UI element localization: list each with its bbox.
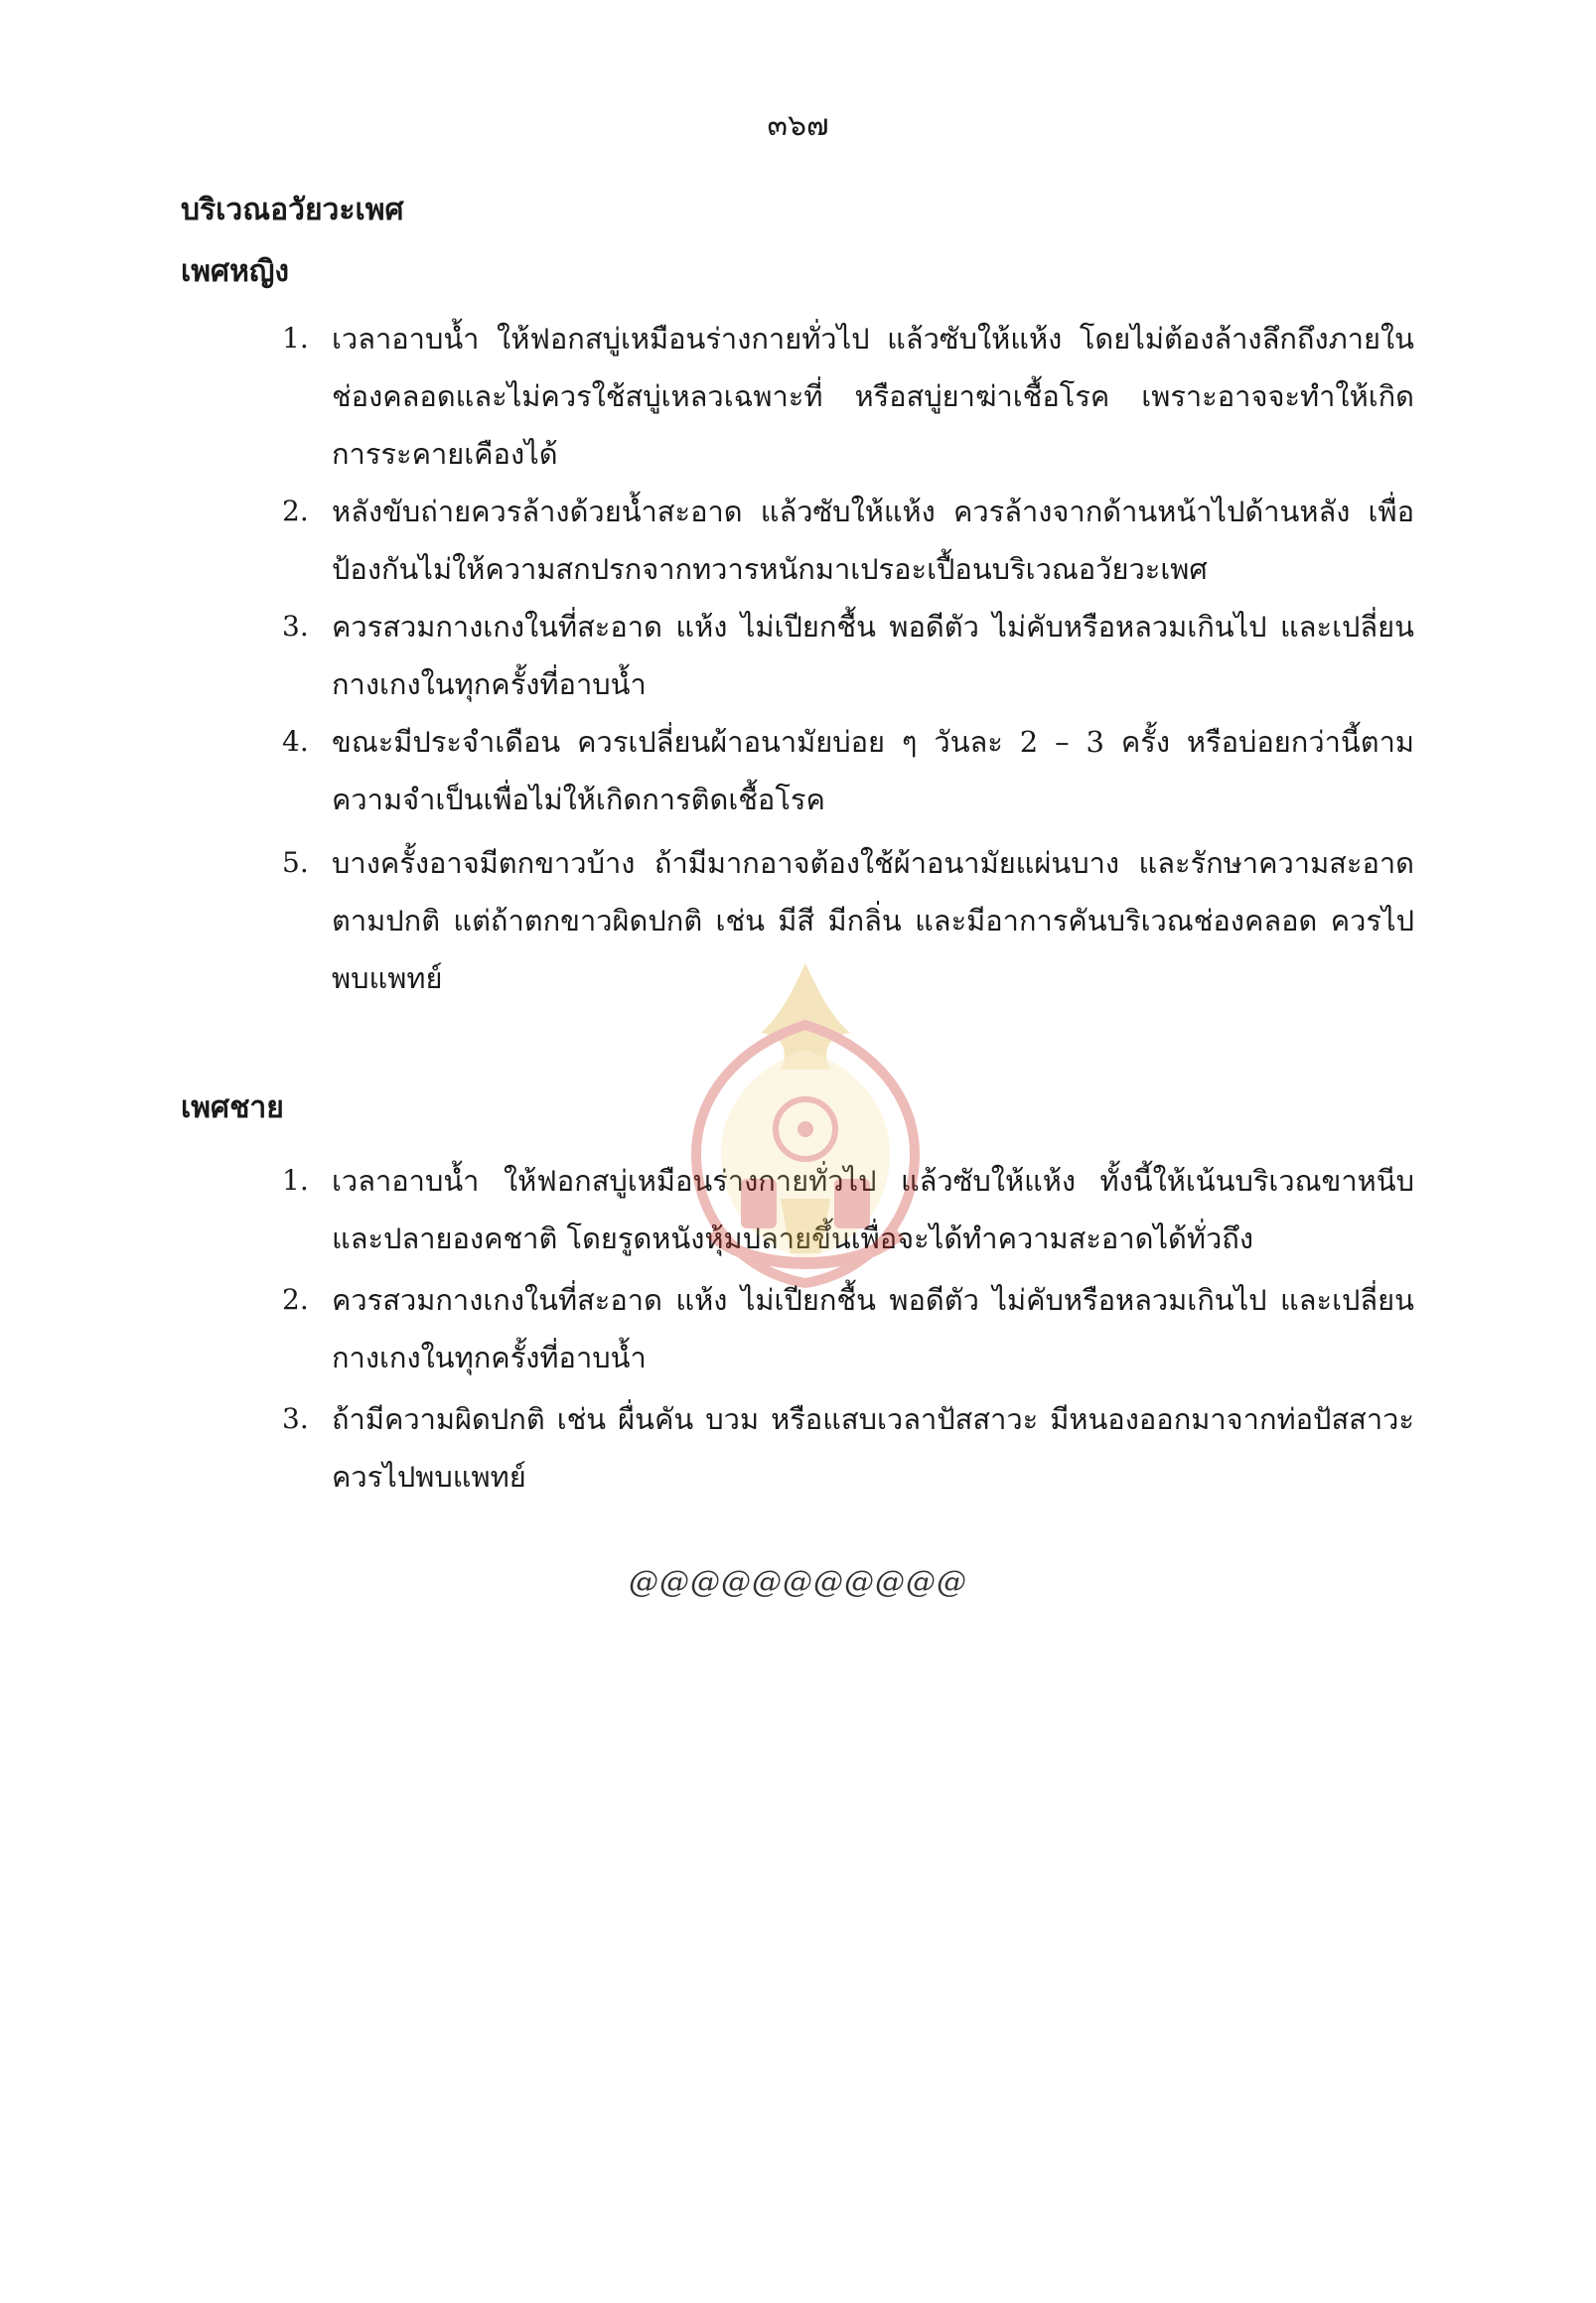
male-heading: เพศชาย (181, 1090, 284, 1125)
item-number: 3. (282, 1402, 309, 1435)
male-list (0, 1152, 1596, 1510)
item-text: บางครั้งอาจมีตกขาวบ้าง ถ้ามีมากอาจต้องใช้ผ้าอนามัยแผ่นบาง และรักษาความสะอาดตามปกติ แต่ถ้าตกขาวผิดปกติ เช่น มีสี มีกลิ่น และมีอาการคันบริเวณช่องคลอด ควรไปพบแพทย์ (332, 846, 1414, 995)
list-item (0, 713, 1596, 834)
list-item (0, 1152, 1596, 1271)
item-text: เวลาอาบน้ำ ให้ฟอกสบู่เหมือนร่างกายทั่วไป แล้วซับให้แห้ง ทั้งนี้ให้เน้นบริเวณขาหนีบและปลายองคชาติ โดยรูดหนังหุ้มปลายขึ้นเพื่อจะได้ทำความสะอาดได้ทั่วถึง (332, 1164, 1414, 1255)
female-heading: เพศหญิง (181, 254, 290, 289)
item-text: ขณะมีประจำเดือน ควรเปลี่ยนผ้าอนามัยบ่อย ๆ วันละ 2 – 3 ครั้ง หรือบ่อยกว่านี้ตามความจำเป็นเพื่อไม่ให้เกิดการติดเชื้อโรค (332, 725, 1414, 816)
list-item (0, 598, 1596, 713)
list-item (0, 834, 1596, 1013)
item-number: 3. (282, 610, 309, 643)
item-number: 1. (282, 1164, 309, 1197)
list-item (0, 483, 1596, 598)
item-number: 2. (282, 495, 309, 527)
end-divider: @@@@@@@@@@@ (629, 1565, 967, 1600)
item-number: 4. (282, 725, 309, 758)
item-text: ถ้ามีความผิดปกติ เช่น ผื่นคัน บวม หรือแสบเวลาปัสสาวะ มีหนองออกมาจากท่อปัสสาวะ ควรไปพบแพทย์ (332, 1402, 1414, 1494)
section-title: บริเวณอวัยวะเพศ (181, 193, 404, 227)
list-item (0, 310, 1596, 483)
page-number: ๓๖๗ (767, 108, 829, 143)
item-number: 5. (282, 846, 309, 879)
item-text: หลังขับถ่ายควรล้างด้วยน้ำสะอาด แล้วซับให้แห้ง ควรล้างจากด้านหน้าไปด้านหลัง เพื่อป้องกันไม่ให้ความสกปรกจากทวารหนักมาเปรอะเปื้อนบริเวณอวัยวะเพศ (332, 495, 1414, 586)
item-text: ควรสวมกางเกงในที่สะอาด แห้ง ไม่เปียกชื้น พอดีตัว ไม่คับหรือหลวมเกินไป และเปลี่ยนกางเกงในทุกครั้งที่อาบน้ำ (332, 610, 1414, 701)
list-item (0, 1271, 1596, 1390)
list-item (0, 1390, 1596, 1510)
item-text: ควรสวมกางเกงในที่สะอาด แห้ง ไม่เปียกชื้น พอดีตัว ไม่คับหรือหลวมเกินไป และเปลี่ยนกางเกงในทุกครั้งที่อาบน้ำ (332, 1283, 1414, 1374)
emblem-wheel-shape (776, 1099, 835, 1159)
emblem-wheel-hub-shape (798, 1121, 813, 1137)
item-number: 1. (282, 322, 309, 355)
item-number: 2. (282, 1283, 309, 1316)
female-list (0, 310, 1596, 1013)
item-text: เวลาอาบน้ำ ให้ฟอกสบู่เหมือนร่างกายทั่วไป แล้วซับให้แห้ง โดยไม่ต้องล้างลึกถึงภายในช่องคลอดและไม่ควรใช้สบู่เหลวเฉพาะที่ หรือสบู่ยาฆ่าเชื้อโรค เพราะอาจจะทำให้เกิดการระคายเคืองได้ (332, 322, 1414, 471)
